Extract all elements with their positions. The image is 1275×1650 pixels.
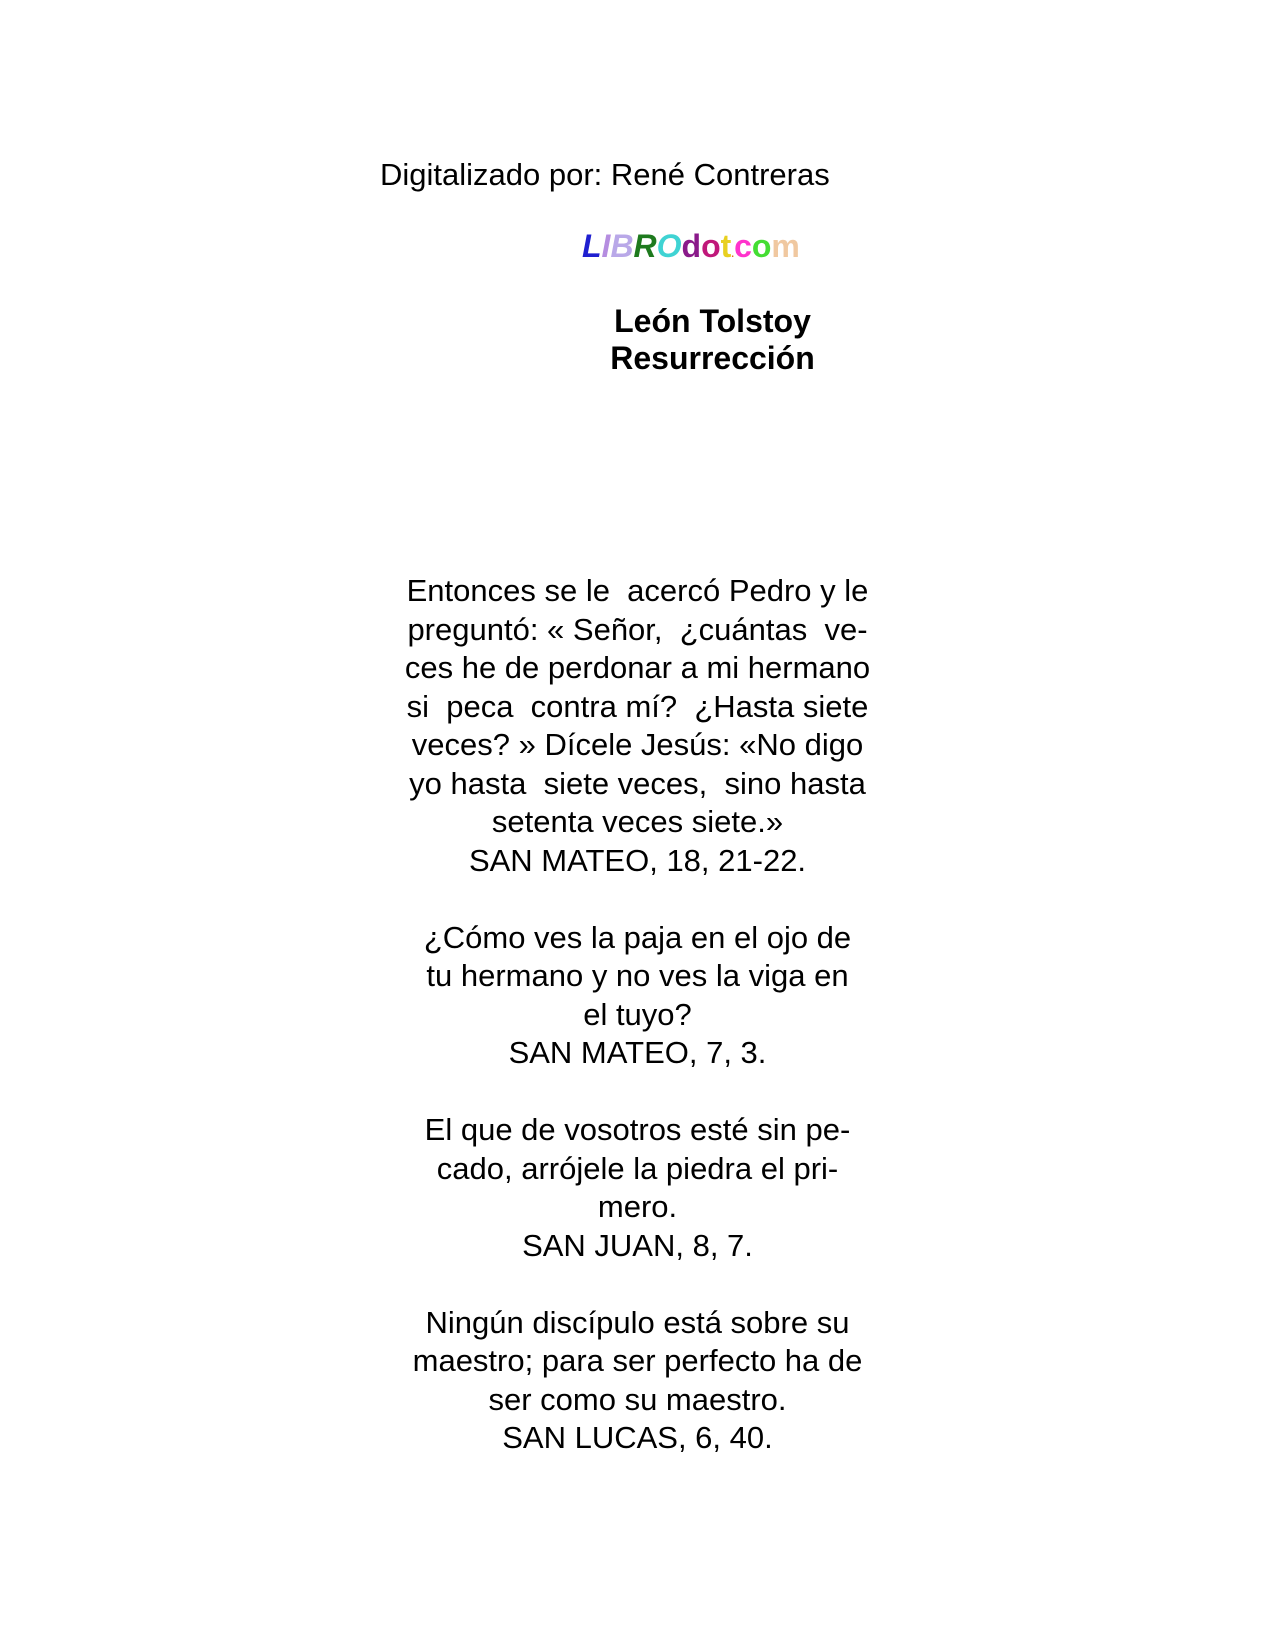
title-block	[560, 303, 865, 377]
logo-letter: d	[681, 228, 702, 264]
epigraph-line: veces? » Dícele Jesús: «No digo	[411, 727, 864, 762]
epigraph	[365, 572, 910, 880]
epigraph-line: el tuyo?	[583, 996, 692, 1032]
epigraph-citation: SAN MATEO, 18, 21-22.	[468, 842, 807, 878]
logo-letter: I	[601, 228, 611, 264]
epigraph-line: El que de vosotros esté sin pe-	[424, 1112, 851, 1147]
logo-letter: m	[771, 228, 800, 264]
librodot-logo	[582, 228, 800, 273]
epigraph-citation: SAN MATEO, 7, 3.	[508, 1035, 767, 1070]
epigraph-line: Entonces se le acercó Pedro y le	[406, 573, 869, 608]
epigraph-line: ser como su maestro.	[488, 1381, 787, 1417]
epigraph-line: ces he de perdonar a mi hermano	[404, 650, 871, 685]
epigraph-line: ¿Cómo ves la paja en el ojo de	[423, 919, 852, 955]
epigraph-citation: SAN JUAN, 8, 7.	[522, 1227, 753, 1263]
digitizer-credit: Digitalizado por: René Contreras	[380, 157, 830, 192]
epigraph-citation: SAN LUCAS, 6, 40.	[502, 1420, 773, 1455]
epigraph-line: yo hasta siete veces, sino hasta	[409, 765, 866, 801]
epigraph-line: maestro; para ser perfecto ha de	[412, 1343, 863, 1378]
author-name: León Tolstoy	[614, 303, 811, 339]
epigraph-line: mero.	[597, 1189, 678, 1224]
logo-letter: o	[751, 228, 772, 264]
epigraph	[365, 1304, 910, 1458]
logo-letter: B	[610, 228, 634, 264]
logo-letter: R	[633, 228, 657, 264]
logo-letter: O	[656, 228, 682, 264]
logo-letter: .	[731, 249, 735, 260]
epigraph-line: si peca contra mí? ¿Hasta siete	[406, 688, 869, 724]
epigraphs	[365, 572, 910, 1458]
logo-letter: L	[582, 228, 602, 264]
epigraph-line: Ningún discípulo está sobre su	[425, 1304, 850, 1340]
epigraph-line: cado, arrójele la piedra el pri-	[436, 1150, 839, 1186]
epigraph-line: setenta veces siete.»	[491, 804, 784, 839]
epigraph-line: preguntó: « Señor, ¿cuántas ve-	[407, 611, 868, 647]
book-title: Resurrección	[610, 340, 815, 376]
logo-letter: o	[701, 228, 721, 264]
epigraph	[365, 1111, 910, 1265]
epigraph	[365, 919, 910, 1073]
epigraph-line: tu hermano y no ves la viga en	[426, 958, 849, 993]
logo-letter: c	[734, 228, 752, 264]
logo-letter: t	[720, 228, 732, 264]
